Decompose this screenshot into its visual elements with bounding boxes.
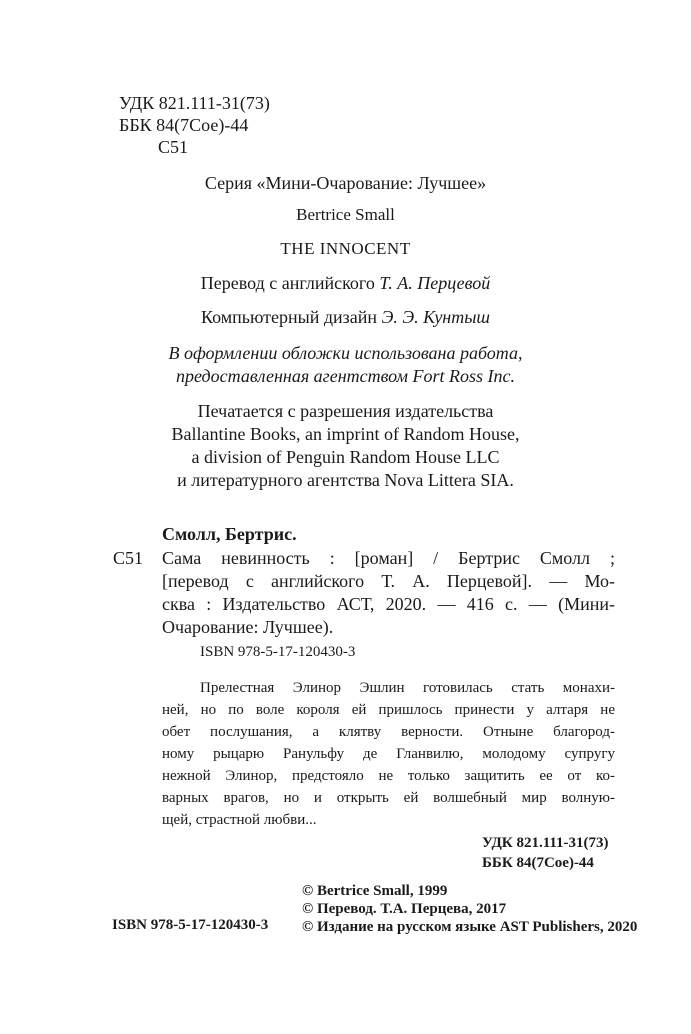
annotation-line-7: щей, страстной любви... bbox=[162, 812, 317, 828]
original-author: Bertrice Small bbox=[296, 205, 395, 224]
design-credit bbox=[0, 306, 691, 328]
annotation-line-3: обет послушания, а клятву верности. Отныне благород- bbox=[162, 724, 615, 740]
annotation-line-1: Прелестная Элинор Эшлин готовилась стать монахи- bbox=[200, 680, 615, 696]
catalog-line-4: Очарование: Лучшее). bbox=[162, 617, 334, 637]
original-title: THE INNOCENT bbox=[280, 239, 411, 258]
permission-line-3: a division of Penguin Random House LLC bbox=[191, 447, 500, 467]
translation-credit bbox=[0, 272, 691, 294]
permission-line-2: Ballantine Books, an imprint of Random House, bbox=[171, 424, 520, 444]
bbk-code-bottom: ББК 84(7Сое)-44 bbox=[482, 855, 594, 871]
permission-line-1: Печатается с разрешения издательства bbox=[197, 401, 494, 421]
udk-code: УДК 821.111-31(73) bbox=[119, 93, 270, 113]
catalog-line-1: Сама невинность : [роман] / Бертрис Смолл ; bbox=[162, 548, 615, 568]
catalog-line-3: сква : Издательство АСТ, 2020. — 416 с. — (Мини- bbox=[162, 594, 615, 614]
copyright-edition: © Издание на русском языке AST Publishers, 2020 bbox=[302, 919, 638, 935]
annotation-line-6: варных врагов, но и открыть ей волшебный мир волную- bbox=[162, 790, 615, 806]
annotation-line-2: ней, но по воле короля ей пришлось принести у алтаря не bbox=[162, 702, 615, 718]
cover-note-line-1: В оформлении обложки использована работа, bbox=[168, 343, 523, 363]
copyright-translation: © Перевод. Т.А. Перцева, 2017 bbox=[302, 901, 507, 917]
translation-label: Перевод с английского bbox=[200, 273, 375, 293]
catalog-line-2: [перевод с английского Т. А. Перцевой]. — Мо- bbox=[162, 571, 615, 591]
author-mark: С51 bbox=[158, 137, 189, 157]
copyright-author: © Bertrice Small, 1999 bbox=[302, 883, 448, 899]
design-label: Компьютерный дизайн bbox=[200, 307, 378, 327]
annotation-line-5: нежной Элинор, предстояло не только защитить ее от ко- bbox=[162, 768, 615, 784]
permission-line-4: и литературного агентства Nova Littera SIA. bbox=[177, 470, 514, 490]
catalog-isbn: ISBN 978-5-17-120430-3 bbox=[200, 644, 356, 660]
bbk-code: ББК 84(7Сое)-44 bbox=[119, 115, 249, 135]
cover-note-line-2: предоставленная агентством Fort Ross Inc. bbox=[176, 366, 515, 386]
designer-name: Э. Э. Кунтыш bbox=[381, 307, 491, 327]
catalog-author-heading: Смолл, Бертрис. bbox=[162, 524, 297, 544]
annotation-line-4: ному рыцарю Ранульфу де Гланвилю, молодому супругу bbox=[162, 746, 615, 762]
udk-code-bottom: УДК 821.111-31(73) bbox=[482, 835, 609, 851]
series-line: Серия «Мини-Очарование: Лучшее» bbox=[204, 173, 487, 193]
catalog-mark: С51 bbox=[113, 548, 144, 568]
translator-name: Т. А. Перцевой bbox=[379, 273, 491, 293]
isbn-bottom: ISBN 978-5-17-120430-3 bbox=[112, 917, 269, 933]
